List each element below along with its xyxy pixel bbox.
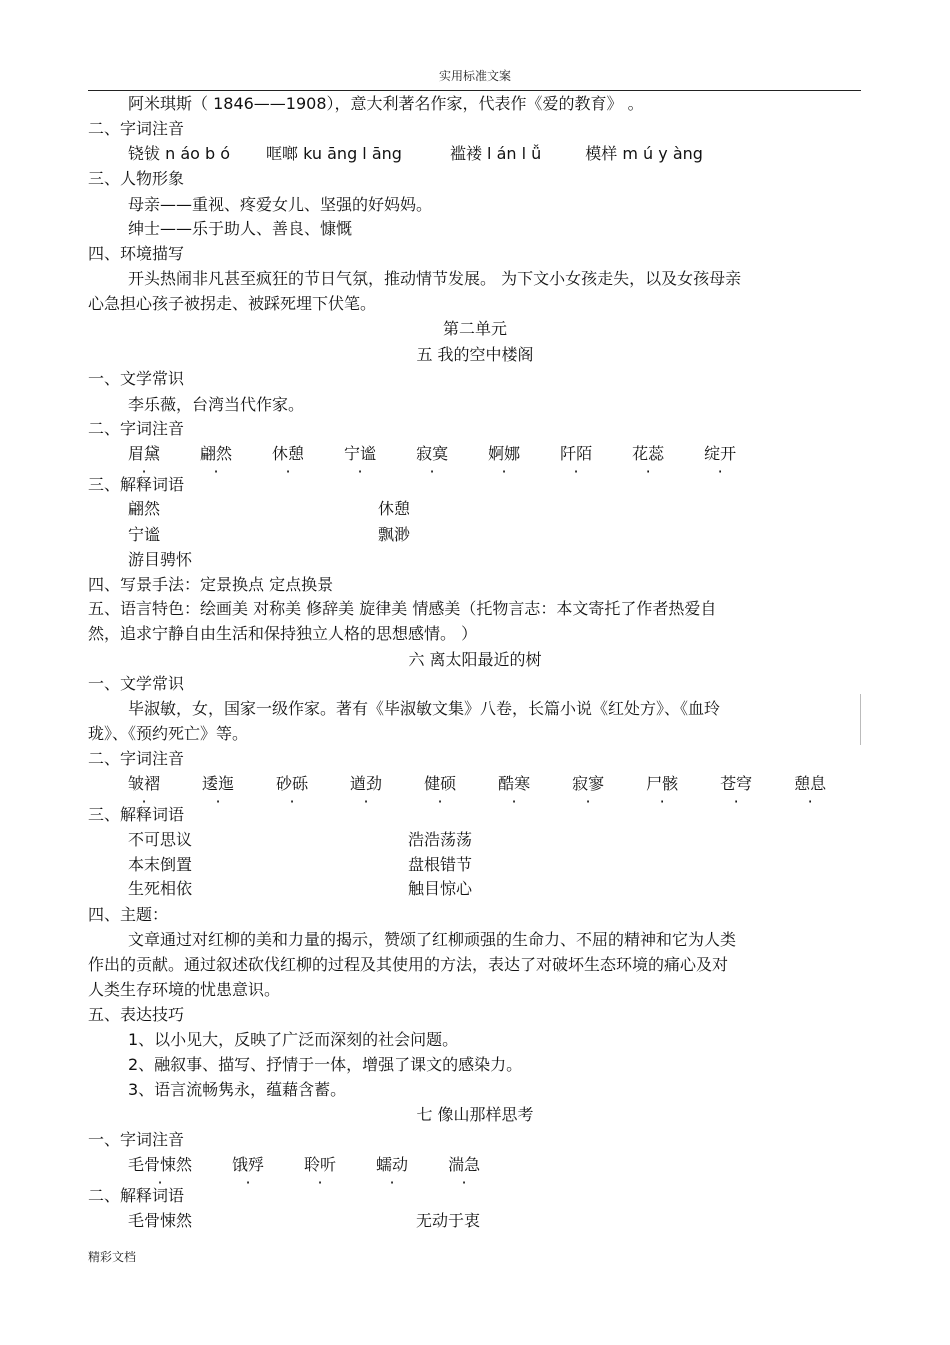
vocab-word: 遒劲	[350, 774, 383, 793]
section-title: 二、字词注音	[88, 119, 185, 138]
paragraph-line: 作出的贡献。通过叙述砍伐红柳的过程及其使用的方法，表达了对破坏生态环境的痛心及对	[88, 955, 729, 974]
list-item: 2、融叙事、描写、抒情于一体，增强了课文的感染力。	[128, 1055, 523, 1074]
term: 浩浩荡荡	[408, 830, 473, 849]
section-title: 二、解释词语	[88, 1186, 185, 1205]
vocab-word: 阡陌	[560, 444, 593, 463]
vocab-word: 健硕	[424, 774, 457, 793]
vocab-word: 毛骨悚然	[128, 1155, 193, 1174]
vocab-word: 砂砾	[276, 774, 309, 793]
lesson-title: 七 像山那样思考	[416, 1105, 534, 1124]
page-header: 实用标准文案	[438, 69, 511, 83]
section-title: 五、表达技巧	[88, 1005, 185, 1024]
list-item: 1、以小见大，反映了广泛而深刻的社会问题。	[128, 1030, 459, 1049]
term: 休憩	[378, 499, 411, 518]
section-title: 三、解释词语	[88, 805, 185, 824]
vocab-word: 花蕊	[632, 444, 665, 463]
term: 盘根错节	[408, 855, 473, 874]
vocab-word: 聆听	[304, 1155, 337, 1174]
vocab-word: 湍急	[448, 1155, 481, 1174]
section-title: 二、字词注音	[88, 419, 185, 438]
paragraph-line: 心急担心孩子被拐走、被踩死埋下伏笔。	[88, 294, 377, 313]
word-row	[128, 443, 736, 465]
section-line: 五、语言特色：绘画美 对称美 修辞美 旋律美 情感美（托物言志：本文寄托了作者热爱自	[88, 599, 717, 618]
vocab-word: 蠕动	[376, 1155, 409, 1174]
section-title: 二、字词注音	[88, 749, 185, 768]
section-title: 一、文学常识	[88, 674, 185, 693]
header-rule	[88, 90, 861, 91]
paragraph-line: 开头热闹非凡甚至疯狂的节日气氛，推动情节发展。 为下文小女孩走失，以及女孩母亲	[128, 269, 742, 288]
word-row	[128, 773, 826, 795]
term: 翩然	[128, 499, 161, 518]
vocab-word: 寂寥	[572, 774, 605, 793]
term: 无动于衷	[416, 1211, 481, 1230]
author-line: 阿米琪斯（ 1846——1908），意大利著名作家，代表作《爱的教育》 。	[128, 94, 644, 113]
term: 生死相依	[128, 879, 193, 898]
character-line: 绅士——乐于助人、善良、慷慨	[128, 219, 353, 238]
paragraph-line: 文章通过对红柳的美和力量的揭示，赞颂了红柳顽强的生命力、不屈的精神和它为人类	[128, 930, 737, 949]
vocab-word: 逶迤	[202, 774, 235, 793]
vocab-word: 皱褶	[128, 774, 161, 793]
vocab-word: 酷寒	[498, 774, 531, 793]
term: 毛骨悚然	[128, 1211, 193, 1230]
vocab-word: 饿殍	[232, 1155, 265, 1174]
lesson-title: 六 离太阳最近的树	[408, 650, 542, 669]
section-title: 四、主题：	[88, 905, 169, 924]
section-title: 一、文学常识	[88, 369, 185, 388]
list-item: 3、语言流畅隽永，蕴藉含蓄。	[128, 1080, 347, 1099]
term: 本末倒置	[128, 855, 193, 874]
unit-title: 第二单元	[442, 319, 507, 338]
section-title: 一、字词注音	[88, 1130, 185, 1149]
pinyin-item: 哐啷 ku āng l āng	[266, 144, 402, 163]
character-line: 母亲——重视、疼爱女儿、坚强的好妈妈。	[128, 195, 433, 214]
paragraph-line: 然，追求宁静自由生活和保持独立人格的思想感情。 ）	[88, 624, 478, 643]
vocab-word: 婀娜	[488, 444, 521, 463]
paragraph-line: 人类生存环境的忧患意识。	[88, 980, 281, 999]
pinyin-item: 模样 m ú y àng	[585, 144, 703, 163]
term: 游目骋怀	[128, 550, 193, 569]
vocab-word: 绽开	[704, 444, 737, 463]
author-line: 李乐薇，台湾当代作家。	[128, 395, 305, 414]
section-title: 三、解释词语	[88, 475, 185, 494]
vocab-word: 苍穹	[720, 774, 753, 793]
author-line: 珑》、《预约死亡》等。	[88, 724, 249, 743]
pinyin-item: 铙钹 n áo b ó	[128, 144, 231, 163]
lesson-title: 五 我的空中楼阁	[416, 345, 534, 364]
vocab-word: 眉黛	[128, 444, 161, 463]
word-row	[128, 1154, 480, 1176]
section-line: 四、写景手法：定景换点 定点换景	[88, 575, 334, 594]
section-title: 三、人物形象	[88, 169, 185, 188]
vocab-word: 尸骸	[646, 774, 679, 793]
page-footer: 精彩文档	[88, 1250, 137, 1264]
pinyin-item: 褴褛 l án l ǚ	[449, 144, 542, 163]
vocab-word: 憩息	[794, 774, 827, 793]
vocab-word: 宁谧	[344, 444, 377, 463]
term: 不可思议	[128, 830, 193, 849]
vocab-word: 翩然	[200, 444, 233, 463]
author-line: 毕淑敏，女，国家一级作家。著有《毕淑敏文集》八卷，长篇小说《红处方》、《血玲	[128, 699, 721, 718]
section-title: 四、环境描写	[88, 244, 185, 263]
vocab-word: 寂寞	[416, 444, 449, 463]
term: 飘渺	[378, 525, 411, 544]
term: 触目惊心	[408, 879, 473, 898]
vocab-word: 休憩	[272, 444, 305, 463]
pinyin-row	[128, 143, 703, 165]
term: 宁谧	[128, 525, 161, 544]
